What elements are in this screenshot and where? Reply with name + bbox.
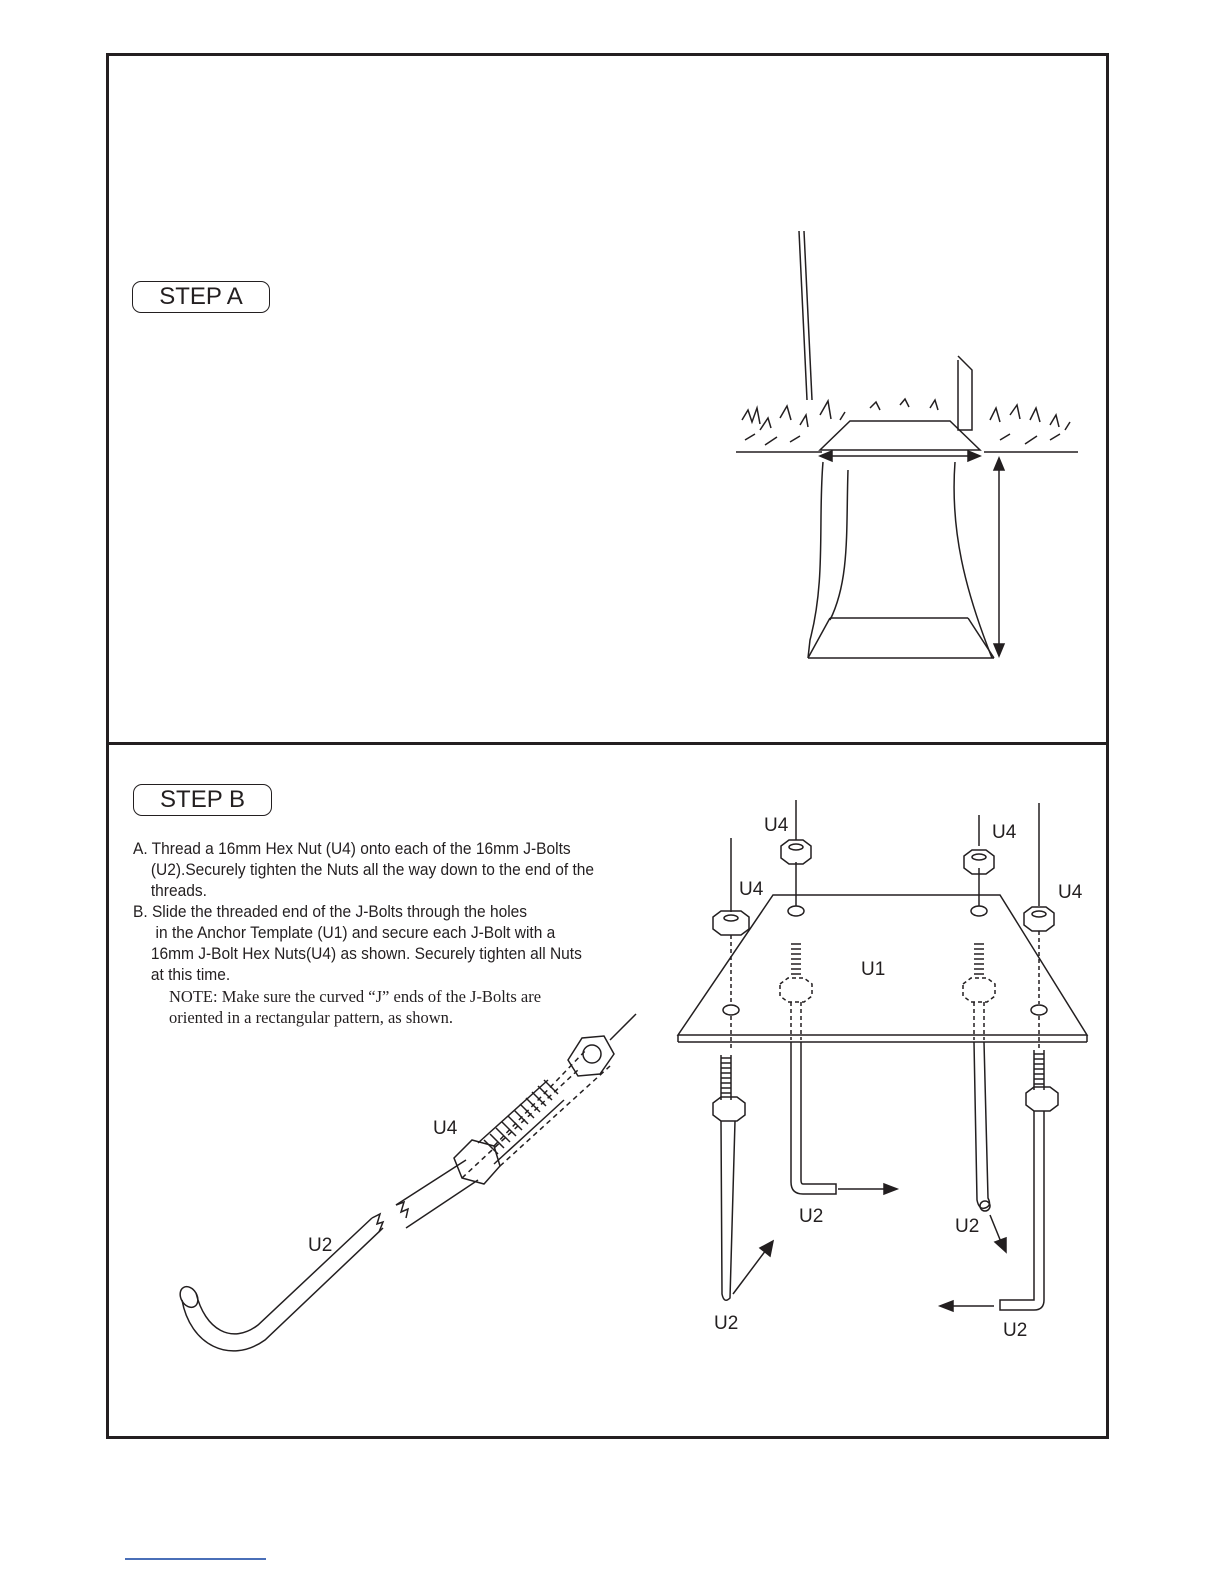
nut-label-front-right: U4 <box>1058 882 1083 903</box>
step-a-label: STEP A <box>132 281 270 313</box>
instruction-b-line-1: B. Slide the threaded end of the J-Bolts through the holes <box>133 903 528 921</box>
bolt-label-detail: U2 <box>308 1235 333 1256</box>
nut-label-front-left: U4 <box>739 879 764 900</box>
footer-link-underline <box>125 1558 266 1560</box>
bolt-label-back-right: U2 <box>955 1216 980 1237</box>
note-line-2: oriented in a rectangular pattern, as shown. <box>169 1008 454 1027</box>
instruction-b-line-3: 16mm J-Bolt Hex Nuts(U4) as shown. Securely tighten all Nuts <box>150 945 582 963</box>
nut-label-detail: U4 <box>433 1118 458 1139</box>
nut-label-back-left: U4 <box>764 815 789 836</box>
bolt-label-front-left: U2 <box>714 1313 739 1334</box>
note-line-1: NOTE: Make sure the curved “J” ends of the J-Bolts are <box>169 987 542 1006</box>
bolt-label-front-right: U2 <box>1003 1320 1028 1341</box>
bolt-label-back-left: U2 <box>799 1206 824 1227</box>
template-label: U1 <box>861 959 886 980</box>
instruction-b-line-4: at this time. <box>150 966 231 984</box>
instruction-b-line-2: in the Anchor Template (U1) and secure each J-Bolt with a <box>155 924 556 942</box>
step-b-label: STEP B <box>133 784 272 816</box>
instruction-a-line-1: A. Thread a 16mm Hex Nut (U4) onto each of the 16mm J-Bolts <box>133 840 571 858</box>
instruction-a-line-2: (U2).Securely tighten the Nuts all the way down to the end of the <box>150 861 595 879</box>
nut-label-back-right: U4 <box>992 822 1017 843</box>
instruction-a-line-3: threads. <box>150 882 207 900</box>
